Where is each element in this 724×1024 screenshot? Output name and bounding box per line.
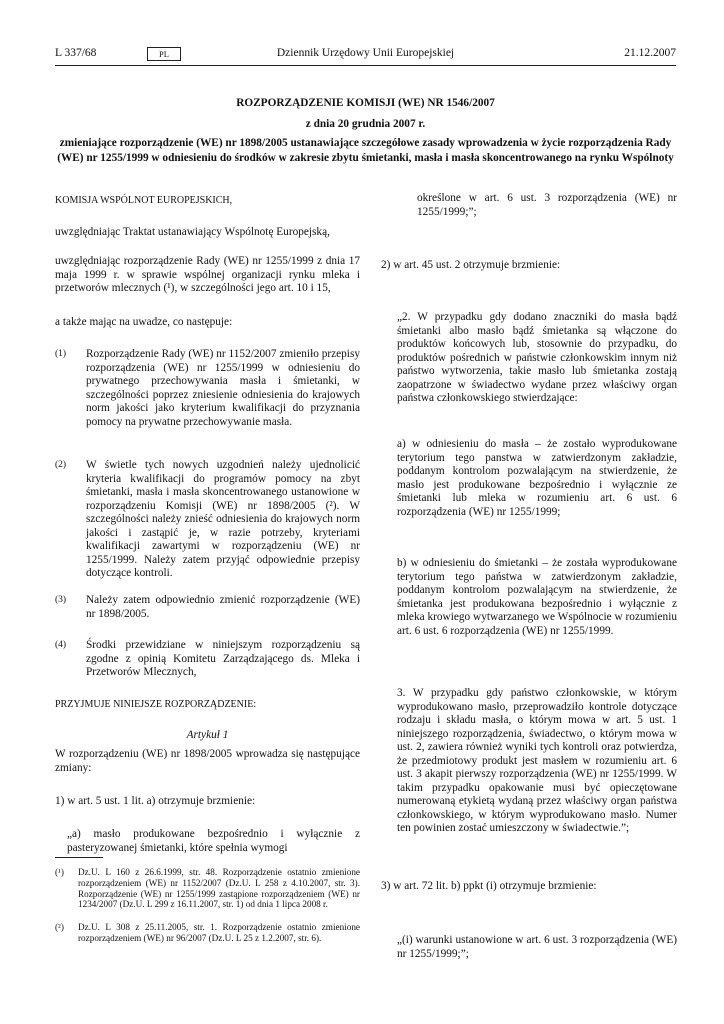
footnote-text: Dz.U. L 308 z 25.11.2005, str. 1. Rozporządzenie ostatnio zmienione rozporządzeniem (WE) nr 96/2007 (Dz.U. L 25 z 1.2.2007, str. 6).: [78, 922, 360, 943]
amendment-2-paragraph-2: „2. W przypadku gdy dodano znaczniki do masła bądź śmietanki albo masło bądź śmietanka są włączone do produktów końcowych lub, stosownie do przypadku, do produktów pośrednich w państwie członkowskim innym niż państwo wytworzenia, takie masło lub śmietanka zostają zaopatrzone w świadectwo wydane przez właściwy organ państwa członkowskiego stwierdzające:: [397, 311, 677, 404]
amendment-2-point-b: b) w odniesieniu do śmietanki – że została wyprodukowane terytorium tego państwa w zatwierdzonym zakładzie, poddanym kontrolom pozwalającym na stwierdzenie, że śmietanka jest produkowana bezpośrednio i wyłącznie z mleka krowiego wytwarzanego we Wspólnocie w rozumieniu art. 6 ust. 6 rozporządzenia (WE) nr 1255/1999.: [397, 557, 677, 637]
footnote-2: [55, 922, 360, 944]
regulation-date: z dnia 20 grudnia 2007 r.: [305, 118, 426, 130]
recital-number: (3): [55, 595, 67, 605]
amendment-1-continuation: określone w art. 6 ust. 3 rozporządzenia (WE) nr 1255/1999;”;: [417, 192, 677, 218]
footnote-text: Dz.U. L 160 z 26.6.1999, str. 48. Rozporządzenie ostatnio zmienione rozporządzeniem (WE) nr 1152/2007 (Dz.U. L 258 z 4.10.2007, str. 3). Rozporządzenie (WE) nr 1255/1999 zastąpione rozporządzeniem (WE) nr 1234/2007 (Dz.U. L 299 z 16.11.2007, str. 1) od dnia 1 lipca 2008 r.: [78, 867, 360, 910]
regulation-title: ROZPORZĄDZENIE KOMISJI (WE) NR 1546/2007: [236, 97, 495, 109]
footnote-marker: (¹): [55, 867, 64, 877]
recital-number: (4): [55, 640, 67, 650]
amendment-2-paragraph-3: 3. W przypadku gdy państwo członkowskie, w którym wyprodukowano masło, przeprowadziło kontrole dotyczące rodzaju i składu masła, o którym mowa w art. 5 ust. 1 niniejszego rozporządzenia, świadectwo, o którym mowa w ust. 2, zawiera również wyniki tych kontroli oraz potwierdza, że przedmiotowy produkt jest masłem w rozumieniu art. 6 ust. 3 akapit pierwszy rozporządzenia (WE) nr 1255/1999. W takim przypadku opakowanie musi być opieczętowane numerowaną etykietą wydaną przez właściwy organ państwa członkowskiego, w którym wyprodukowano masło. Numer ten powinien zostać umieszczony w świadectwie.”;: [397, 687, 677, 834]
amendment-2: 2) w art. 45 ust. 2 otrzymuje brzmienie:: [381, 259, 561, 271]
recital-3: [55, 594, 360, 621]
language-badge: PL: [147, 47, 181, 61]
amendment-3: 3) w art. 72 lit. b) ppkt (i) otrzymuje brzmienie:: [381, 880, 597, 892]
journal-name: Dziennik Urzędowy Unii Europejskiej: [276, 47, 455, 59]
page-header: [55, 47, 676, 63]
amendment-3-quote: „(i) warunki ustanowione w art. 6 ust. 3 rozporządzenia (WE) nr 1255/1999;”;: [397, 934, 677, 960]
recital-number: (2): [55, 460, 67, 470]
recital-2: [55, 459, 360, 581]
commission-heading: KOMISJA WSPÓLNOT EUROPEJSKICH,: [55, 195, 233, 206]
page-reference: L 337/68: [55, 47, 97, 59]
article-intro: W rozporządzeniu (WE) nr 1898/2005 wprowadza się następujące zmiany:: [55, 748, 360, 774]
amendment-2-point-a: a) w odniesieniu do masła – że zostało wyprodukowane terytorium tego panstwa w zatwierdzonym zakładzie, poddanym kontrolom pozwalającym na stwierdzenie, że masło jest produkowane bezpośrednio i wyłącznie ze śmietanki lub mleka w rozumieniu art. 6 ust. 6 rozporządzenia (WE) nr 1255/1999;: [397, 438, 677, 518]
recital-text: Rozporządzenie Rady (WE) nr 1152/2007 zmieniło przepisy rozporządzenia (WE) nr 1255/1999 w odniesieniu do prywatnego przechowywania masła i śmietanki, w szczególności poprzez zniesienie odniesienia do krajowych norm jakości jako kryterium kwalifikacji do przyznania pomocy na prywatne przechowywanie masła.: [86, 348, 360, 428]
recital-text: W świetle tych nowych uzgodnień należy ujednolicić kryteria kwalifikacji do programów pomocy na zbyt śmietanki, masła i masła skoncentrowanego ustanowione w rozporządzeniu Komisji (WE) nr 1898/2005 (²). W szczególności należy znieść odniesienia do krajowych norm jakości i zastąpić je, w razie potrzeby, kryteriami kwalifikacji zawartymi w rozporządzeniu (WE) nr 1255/1999. Należy zatem przyjąć odpowiednie przepisy dotyczące kontroli.: [86, 459, 360, 579]
adoption-statement: PRZYJMUJE NINIEJSZE ROZPORZĄDZENIE:: [55, 699, 257, 710]
recital-text: Środki przewidziane w niniejszym rozporządzeniu są zgodne z opinią Komitetu Zarządzającego ds. Mleka i Przetworów Mlecznych,: [86, 639, 360, 678]
amendment-1: 1) w art. 5 ust. 1 lit. a) otrzymuje brzmienie:: [55, 795, 256, 807]
publication-date: 21.12.2007: [624, 47, 676, 59]
recital-1: [55, 348, 360, 429]
preamble-whereas: a także mając na uwadze, co następuje:: [55, 316, 233, 328]
recital-4: [55, 639, 360, 680]
regulation-subject: zmieniające rozporządzenie (WE) nr 1898/2005 ustanawiające szczegółowe zasady wprowadzenia w życie rozporządzenia Rady (WE) nr 1255/1999 w odniesieniu do środków w zakresie zbytu śmietanki, masła i masła skoncentrowanego na rynku Wspólnoty: [57, 137, 674, 164]
recital-number: (1): [55, 349, 67, 359]
footnote-divider: [55, 857, 103, 858]
amendment-1-quote: „a) masło produkowane bezpośrednio i wyłącznie z pasteryzowanej śmietanki, które spełnia wymogi: [67, 828, 360, 854]
preamble-regulation: uwzględniając rozporządzenie Rady (WE) nr 1255/1999 z dnia 17 maja 1999 r. w sprawie wspólnej organizacji rynku mleka i przetworów mlecznych (¹), w szczególności jego art. 10 i 15,: [55, 255, 360, 294]
footnote-marker: (²): [55, 922, 64, 932]
recital-text: Należy zatem odpowiednio zmienić rozporządzenie (WE) nr 1898/2005.: [86, 594, 360, 620]
article-heading: Artykuł 1: [186, 729, 229, 741]
header-divider: [55, 65, 676, 66]
preamble-treaty: uwzględniając Traktat ustanawiający Wspólnotę Europejską,: [55, 226, 330, 238]
footnote-1: [55, 867, 360, 910]
